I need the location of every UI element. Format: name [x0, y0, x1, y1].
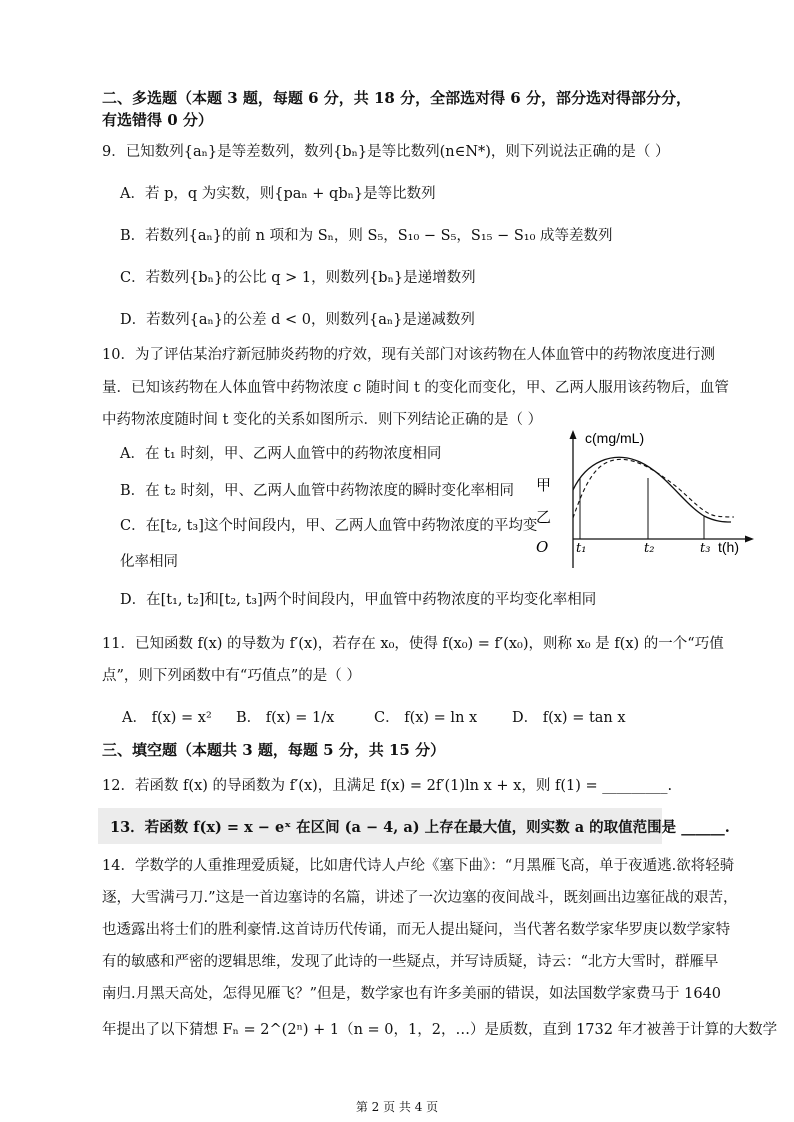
- tick-t1: t₁: [576, 541, 587, 556]
- q14-line-6: 年提出了以下猜想 Fₙ = 2^(2ⁿ) + 1（n = 0，1，2，…）是质数，直到 1732 年才被善于计算的大数学: [102, 1022, 778, 1038]
- series-label-yi: 乙: [536, 508, 552, 526]
- q14-line-5: 南归.月黑天高处，怎得见雁飞？”但是，数学家也有许多美丽的错误，如法国数学家费马于 1640: [102, 986, 722, 1002]
- q9-option-c: C．若数列{bₙ}的公比 q > 1，则数列{bₙ}是递增数列: [120, 270, 476, 286]
- section-2-heading-line-1: 二、多选题（本题 3 题，每题 6 分，共 18 分，全部选对得 6 分，部分选对得部分分，: [102, 89, 691, 107]
- q12-text: 12．若函数 f(x) 的导函数为 f′(x)，且满足 f(x) = 2f′(1)ln x + x，则 f(1) = _________.: [102, 778, 673, 794]
- q9-option-d: D．若数列{aₙ}的公差 d < 0，则数列{aₙ}是递减数列: [120, 312, 475, 328]
- origin-label: O: [536, 538, 549, 556]
- q14-line-4: 有的敏感和严密的逻辑思维，发现了此诗的一些疑点，并写诗质疑，诗云：“北方大雪时，群雁早: [102, 954, 719, 970]
- q13-text: 13．若函数 f(x) = x − eˣ 在区间 (a − 4, a) 上存在最大值，则实数 a 的取值范围是 ______.: [110, 819, 730, 836]
- section-3-heading: 三、填空题（本题共 3 题，每题 5 分，共 15 分）: [102, 741, 446, 759]
- q13-highlight-box: [98, 808, 730, 844]
- q10-option-c-line-1: C．在[t₂, t₃]这个时间段内，甲、乙两人血管中药物浓度的平均变: [120, 518, 538, 534]
- q11-stem-line-1: 11．已知函数 f(x) 的导数为 f′(x)，若存在 x₀，使得 f(x₀) = f′(x₀)，则称 x₀ 是 f(x) 的一个“巧值: [102, 636, 724, 652]
- q10-option-d: D．在[t₁, t₂]和[t₂, t₃]两个时间段内，甲血管中药物浓度的平均变化率相同: [120, 592, 597, 608]
- q10-option-b: B．在 t₂ 时刻，甲、乙两人血管中药物浓度的瞬时变化率相同: [120, 483, 515, 499]
- x-axis-arrow: [745, 536, 754, 543]
- q9-stem: 9．已知数列{aₙ}是等差数列，数列{bₙ}是等比数列(n∈N*)，则下列说法正确的是（ ）: [102, 144, 670, 160]
- tick-t2: t₂: [644, 541, 655, 556]
- q14-line-3: 也透露出将士们的胜利豪情.这首诗历代传诵，而无人提出疑问，当代著名数学家华罗庚以数学家特: [102, 922, 731, 938]
- q11-stem-line-2: 点”，则下列函数中有“巧值点”的是（ ）: [102, 668, 361, 684]
- q10-option-a: A．在 t₁ 时刻，甲、乙两人血管中的药物浓度相同: [120, 446, 442, 462]
- page-footer: 第 2 页 共 4 页: [355, 1100, 439, 1114]
- q9-option-a: A．若 p，q 为实数，则{paₙ + qbₙ}是等比数列: [120, 186, 436, 202]
- q10-stem-line-1: 10．为了评估某治疗新冠肺炎药物的疗效，现有关部门对该药物在人体血管中的药物浓度进行测: [102, 347, 715, 363]
- series-label-jia: 甲: [536, 476, 552, 494]
- q10-stem-line-3: 中药物浓度随时间 t 变化的关系如图所示．则下列结论正确的是（ ）: [102, 412, 543, 428]
- q14-line-2: 逐，大雪满弓刀.”这是一首边塞诗的名篇，讲述了一次边塞的夜间战斗，既刻画出边塞征战的艰苦，: [102, 890, 738, 906]
- tick-t3: t₃: [700, 541, 711, 556]
- concentration-graph: [528, 428, 778, 578]
- y-axis-arrow: [570, 430, 577, 439]
- q14-line-1: 14．学数学的人重推理爱质疑，比如唐代诗人卢纶《塞下曲》：“月黑雁飞高，单于夜遁逃.欲将轻骑: [102, 858, 735, 874]
- curve-yi: [573, 459, 734, 518]
- section-2-heading-line-2: 有选错得 0 分）: [102, 111, 213, 129]
- y-axis-label: c(mg/mL): [585, 430, 645, 446]
- q11-option-a: A． f(x) = x²: [122, 710, 212, 726]
- q11-option-d: D． f(x) = tan x: [512, 710, 626, 726]
- x-axis-label: t(h): [718, 539, 739, 555]
- q10-stem-line-2: 量．已知该药物在人体血管中药物浓度 c 随时间 t 的变化而变化，甲、乙两人服用该药物后，血管: [102, 380, 729, 396]
- q10-option-c-line-2: 化率相同: [120, 554, 178, 570]
- q9-option-b: B．若数列{aₙ}的前 n 项和为 Sₙ，则 S₅，S₁₀ − S₅，S₁₅ − S₁₀ 成等差数列: [120, 228, 613, 244]
- q11-option-b: B． f(x) = 1/x: [236, 710, 335, 726]
- q11-option-c: C． f(x) = ln x: [374, 710, 478, 726]
